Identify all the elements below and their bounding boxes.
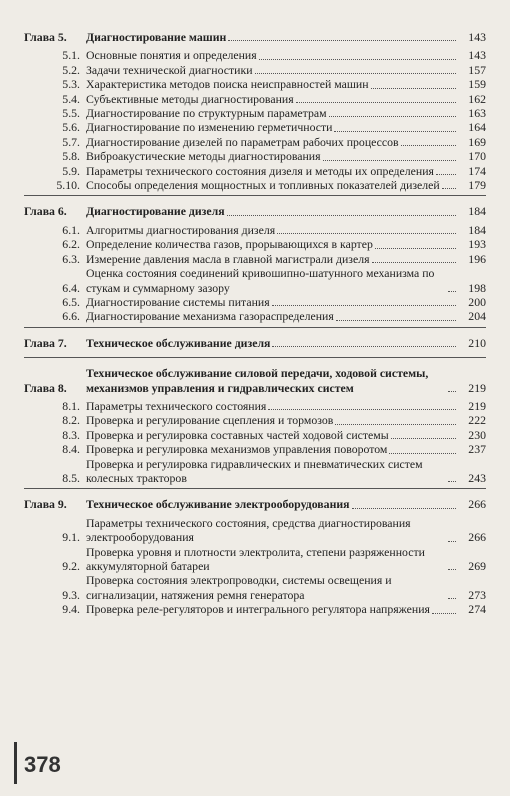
dot-leader	[432, 613, 456, 614]
page-reference: 143	[468, 30, 486, 44]
dot-leader	[389, 453, 456, 454]
section-number: 8.1.	[62, 398, 80, 413]
page-reference: 204	[468, 309, 486, 324]
section-entry	[24, 237, 486, 251]
dot-leader	[352, 508, 456, 509]
page-reference: 184	[468, 204, 486, 219]
page-reference: 219	[468, 398, 486, 413]
dot-leader	[448, 291, 456, 292]
section-title: Виброакустические методы диагностирования	[86, 149, 321, 164]
section-entry	[24, 92, 486, 106]
section-number: 5.4.	[62, 91, 80, 106]
chapter-number: Глава 6.	[24, 204, 67, 219]
section-number: 8.5.	[62, 470, 80, 485]
page-reference: 163	[468, 106, 486, 121]
section-title: Проверка состояния электропроводки, системы освещения и сигнализации, натяжения ремня генератора	[86, 573, 392, 602]
dot-leader	[277, 233, 456, 234]
section-number: 9.3.	[62, 587, 80, 602]
dot-leader	[448, 569, 456, 570]
section-number: 5.10.	[56, 178, 80, 193]
section-title: Определение количества газов, прорывающихся в картер	[86, 237, 373, 252]
section-title: Диагностирование системы питания	[86, 294, 270, 309]
chapter-number: Глава 8.	[24, 380, 67, 395]
section-title: Проверка уровня и плотности электролита, степени разряженности аккумуляторной батареи	[86, 544, 425, 573]
page-reference: 230	[468, 427, 486, 442]
chapter-number: Глава 5.	[24, 30, 67, 44]
section-title: Проверка и регулировка гидравлических и пневматических систем колесных тракторов	[86, 456, 423, 485]
section-number: 8.2.	[62, 413, 80, 428]
chapter-entry	[24, 366, 486, 395]
section-entry	[24, 413, 486, 427]
section-number: 5.1.	[62, 48, 80, 63]
chapter-entry	[24, 336, 486, 350]
section-number: 9.4.	[62, 602, 80, 617]
dot-leader	[442, 188, 456, 189]
section-number: 8.4.	[62, 442, 80, 457]
chapter-number: Глава 7.	[24, 335, 67, 350]
section-number: 8.3.	[62, 427, 80, 442]
page-reference: 273	[468, 587, 486, 602]
section-entry	[24, 516, 486, 545]
chapter-divider	[24, 195, 486, 196]
table-of-contents	[24, 30, 486, 617]
section-entry	[24, 295, 486, 309]
dot-leader	[268, 409, 456, 410]
page-reference: 170	[468, 149, 486, 164]
section-number: 6.5.	[62, 294, 80, 309]
dot-leader	[255, 73, 456, 74]
page-reference: 274	[468, 602, 486, 617]
dot-leader	[323, 160, 456, 161]
dot-leader	[335, 424, 456, 425]
chapter-title: Диагностирование дизеля	[86, 204, 225, 219]
page-reference: 269	[468, 559, 486, 573]
section-entry	[24, 48, 486, 62]
section-title: Оценка состояния соединений кривошипно-шатунного механизма по стукам и суммарному зазору	[86, 266, 435, 295]
section-title: Проверка реле-регуляторов и интегрального регулятора напряжения	[86, 602, 430, 617]
page-reference: 266	[468, 497, 486, 512]
section-title: Способы определения мощностных и топливных показателей дизелей	[86, 178, 440, 193]
chapter-divider	[24, 357, 486, 358]
section-title: Диагностирование механизма газораспределения	[86, 309, 334, 324]
dot-leader	[401, 145, 456, 146]
section-number: 6.1.	[62, 222, 80, 237]
section-title: Алгоритмы диагностирования дизеля	[86, 222, 276, 237]
section-number: 5.5.	[62, 106, 80, 121]
section-entry	[24, 252, 486, 266]
section-entry	[24, 223, 486, 237]
section-title: Диагностирование дизелей по параметрам рабочих процессов	[86, 134, 399, 149]
section-title: Основные понятия и определения	[86, 48, 257, 63]
chapter-title: Техническое обслуживание электрооборудования	[86, 497, 350, 512]
page-number: 378	[24, 752, 61, 777]
section-title: Субъективные методы диагностирования	[86, 91, 294, 106]
section-number: 5.6.	[62, 120, 80, 135]
dot-leader	[391, 438, 456, 439]
section-title: Диагностирование по изменению герметичности	[86, 120, 333, 135]
dot-leader	[448, 391, 456, 392]
dot-leader	[336, 320, 456, 321]
section-entry	[24, 149, 486, 163]
section-number: 6.2.	[62, 237, 80, 252]
section-number: 5.7.	[62, 134, 80, 149]
page-reference: 179	[468, 178, 486, 193]
chapter-entry	[24, 204, 486, 218]
page-reference: 184	[468, 222, 486, 237]
section-title: Параметры технического состояния, средства диагностирования электрооборудования	[86, 515, 411, 545]
dot-leader	[272, 346, 456, 347]
section-title: Проверка и регулировка составных частей ходовой системы	[86, 427, 389, 442]
dot-leader	[372, 262, 456, 263]
section-entry	[24, 106, 486, 120]
section-entry	[24, 135, 486, 149]
section-entry	[24, 164, 486, 178]
page-reference: 164	[468, 120, 486, 135]
section-number: 5.2.	[62, 62, 80, 77]
section-entry	[24, 602, 486, 616]
dot-leader	[448, 598, 456, 599]
dot-leader	[436, 174, 456, 175]
page-reference: 193	[468, 237, 486, 252]
page-reference: 200	[468, 294, 486, 309]
page-reference: 157	[468, 62, 486, 77]
chapter-title: Диагностирование машин	[86, 30, 227, 44]
section-title: Параметры технического состояния	[86, 398, 267, 413]
dot-leader	[259, 59, 456, 60]
dot-leader	[371, 88, 456, 89]
page-reference: 169	[468, 134, 486, 149]
dot-leader	[296, 102, 456, 103]
section-entry	[24, 545, 486, 574]
page-reference: 237	[468, 442, 486, 457]
page-reference: 162	[468, 91, 486, 106]
dot-leader	[448, 481, 456, 482]
section-title: Диагностирование по структурным параметрам	[86, 106, 327, 121]
section-number: 6.6.	[62, 309, 80, 324]
section-title: Параметры технического состояния дизеля и методы их определения	[86, 163, 434, 178]
page-reference: 159	[468, 77, 486, 92]
chapter-title: Техническое обслуживание силовой передачи, ходовой системы, механизмов управления и гидравлических систем	[86, 366, 429, 395]
section-entry	[24, 63, 486, 77]
chapter-title: Техническое обслуживание дизеля	[86, 335, 271, 350]
section-entry	[24, 266, 486, 295]
dot-leader	[228, 40, 456, 41]
section-number: 5.9.	[62, 163, 80, 178]
page-number-marker-bar	[14, 742, 17, 784]
section-entry	[24, 399, 486, 413]
page-reference: 243	[468, 470, 486, 485]
section-number: 6.3.	[62, 251, 80, 266]
section-entry	[24, 457, 486, 486]
page-reference: 196	[468, 251, 486, 266]
page-reference: 210	[468, 335, 486, 350]
section-entry	[24, 442, 486, 456]
section-entry	[24, 573, 486, 602]
page-reference: 222	[468, 413, 486, 428]
section-entry	[24, 309, 486, 323]
dot-leader	[334, 131, 456, 132]
dot-leader	[227, 215, 456, 216]
dot-leader	[448, 541, 456, 542]
section-number: 6.4.	[62, 280, 80, 295]
section-entry	[24, 77, 486, 91]
page-reference: 198	[468, 280, 486, 295]
dot-leader	[375, 248, 456, 249]
dot-leader	[329, 116, 456, 117]
section-entry	[24, 428, 486, 442]
section-number: 5.3.	[62, 77, 80, 92]
chapter-divider	[24, 488, 486, 489]
section-title: Проверка и регулирование сцепления и тормозов	[86, 413, 334, 428]
section-title: Проверка и регулировка механизмов управления поворотом	[86, 442, 388, 457]
chapter-entry	[24, 497, 486, 511]
page-reference: 266	[468, 530, 486, 545]
section-entry	[24, 178, 486, 192]
section-title: Характеристика методов поиска неисправностей машин	[86, 77, 369, 92]
chapter-divider	[24, 327, 486, 328]
section-title: Измерение давления масла в главной магистрали дизеля	[86, 251, 370, 266]
section-number: 5.8.	[62, 149, 80, 164]
chapter-entry	[24, 30, 486, 44]
section-title: Задачи технической диагностики	[86, 62, 253, 77]
dot-leader	[272, 305, 456, 306]
page-reference: 143	[468, 48, 486, 63]
section-number: 9.2.	[62, 559, 80, 573]
section-number: 9.1.	[62, 530, 80, 545]
page-reference: 219	[468, 380, 486, 395]
chapter-number: Глава 9.	[24, 497, 67, 512]
section-entry	[24, 120, 486, 134]
page-reference: 174	[468, 163, 486, 178]
